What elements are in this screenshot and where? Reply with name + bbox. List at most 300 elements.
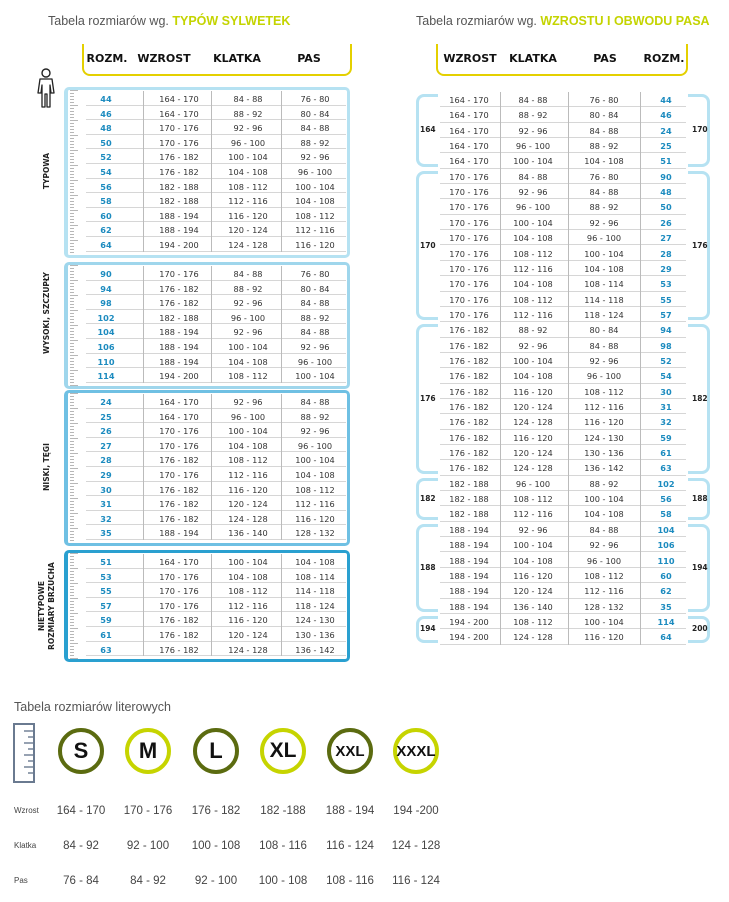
klatka-cell: 84 - 88 [518,95,548,105]
wzrost-cell: 176 - 182 [159,630,199,640]
pas-cell: 76 - 80 [589,95,619,105]
column-divider [568,92,569,645]
table-row [86,525,346,540]
right-bracket-label-4: 194 [692,562,708,572]
right-bracket-label-5: 200 [692,624,708,634]
pas-cell: 76 - 80 [589,171,619,182]
table-row [440,568,686,583]
size-cell: 32 [660,417,672,428]
size-cell: 50 [100,137,112,148]
pas-cell: 84 - 88 [300,327,330,338]
left-bracket-label-2: 176 [420,394,436,403]
table-row [86,482,346,497]
size-cell: 62 [100,225,112,236]
pas-cell: 76 - 80 [300,269,330,279]
wzrost-cell: 182 - 188 [159,181,199,192]
size-cell: 25 [660,141,672,152]
pas-cell: 104 - 108 [295,557,335,567]
size-circle-m: M [125,728,171,774]
pas-cell: 96 - 100 [297,440,333,451]
wzrost-cell: 176 - 182 [449,386,489,397]
klatka-cell: 88 - 92 [233,108,263,119]
pas-cell: 92 - 96 [589,355,619,366]
column-divider [500,92,501,645]
table-row [440,506,686,521]
size-cell: 94 [660,325,672,336]
size-cell: 25 [100,411,112,422]
klatka-cell: 116 - 120 [228,210,268,221]
table-row [440,368,686,383]
klatka-cell: 100 - 104 [228,342,268,352]
column-divider [211,394,212,540]
table-row [86,208,346,223]
size-cell: 54 [660,371,672,382]
person-icon [36,68,56,110]
wzrost-cell: 170 - 176 [449,171,489,182]
wzrost-cell: 170 - 176 [449,309,489,320]
size-cell: 30 [100,484,112,495]
klatka-cell: 100 - 104 [513,355,553,366]
pas-cell: 118 - 124 [584,309,624,320]
letter-cell: 108 - 116 [259,840,307,852]
wzrost-cell: 188 - 194 [449,524,489,535]
wzrost-cell: 170 - 176 [159,571,199,582]
ruler-icon [12,722,36,784]
size-cell: 35 [660,601,672,612]
wzrost-cell: 170 - 176 [449,217,489,228]
klatka-cell: 108 - 112 [228,586,268,597]
pas-cell: 104 - 108 [584,509,624,520]
klatka-cell: 112 - 116 [228,196,268,207]
table-row [440,353,686,368]
wzrost-cell: 170 - 176 [159,586,199,597]
klatka-cell: 92 - 96 [233,298,263,309]
klatka-cell: 100 - 104 [228,426,268,437]
letter-cell: 84 - 92 [63,840,99,852]
pas-cell: 80 - 84 [300,108,330,119]
pas-cell: 116 - 120 [584,632,624,643]
klatka-cell: 96 - 100 [230,411,266,422]
klatka-cell: 100 - 104 [228,152,268,163]
group-label-2 [42,437,52,497]
table-row [440,338,686,353]
size-cell: 35 [100,528,112,539]
wzrost-cell: 170 - 176 [449,187,489,198]
table-row [440,414,686,429]
wzrost-cell: 170 - 176 [449,233,489,244]
size-cell: 24 [660,125,672,136]
wzrost-cell: 164 - 170 [449,141,489,152]
size-cell: 52 [100,152,112,163]
right-bracket-label-3: 188 [692,493,708,503]
letter-cell: 100 - 108 [191,840,241,852]
ruler-ticks [70,265,80,386]
group-rows-3 [86,554,346,656]
table-row [440,460,686,475]
pas-cell: 88 - 92 [300,312,330,323]
table-row [440,184,686,199]
wzrost-cell: 188 - 194 [159,327,199,338]
size-cell: 52 [660,355,672,366]
table-row [440,399,686,414]
letter-row-label-2: Pas [14,876,28,885]
klatka-cell: 112 - 116 [513,509,553,520]
klatka-cell: 96 - 100 [515,141,551,152]
letter-cell: 170 - 176 [123,805,173,817]
table-row [86,467,346,482]
pas-cell: 84 - 88 [300,298,330,309]
table-row [86,179,346,194]
wzrost-cell: 194 - 200 [449,632,489,643]
pas-cell: 136 - 142 [295,644,335,655]
pas-cell: 130 - 136 [295,630,335,640]
table-row [86,324,346,339]
column-divider [211,91,212,252]
wzrost-cell: 176 - 182 [449,432,489,443]
letter-cell: 92 - 100 [126,840,170,852]
pas-cell: 130 - 136 [584,448,624,459]
left-bracket-label-4: 188 [420,562,436,572]
size-cell: 31 [100,499,112,510]
klatka-cell: 88 - 92 [518,325,548,336]
table-row [86,237,346,252]
size-cell: 44 [100,94,112,104]
pas-cell: 116 - 120 [295,240,335,250]
letter-cell: 76 - 84 [63,875,99,887]
size-cell: 98 [100,298,112,309]
pas-cell: 124 - 130 [584,432,624,443]
size-circle-l: L [193,728,239,774]
pas-cell: 88 - 92 [589,478,619,489]
size-cell: 63 [660,463,672,474]
size-cell: 56 [100,181,112,192]
wzrost-cell: 188 - 194 [159,225,199,236]
group-rows-2 [86,394,346,540]
klatka-cell: 108 - 112 [513,494,553,505]
table-row [440,322,686,337]
table-row [440,491,686,506]
size-cell: 102 [97,312,115,323]
wzrost-cell: 182 - 188 [449,478,489,489]
klatka-cell: 124 - 128 [513,632,553,643]
klatka-cell: 108 - 112 [228,181,268,192]
wzrost-cell: 182 - 188 [449,494,489,505]
size-cell: 104 [657,524,675,535]
pas-cell: 84 - 88 [300,123,330,134]
wzrost-cell: 194 - 200 [159,240,199,250]
wzrost-cell: 194 - 200 [159,371,199,382]
pas-cell: 104 - 108 [295,196,335,207]
klatka-cell: 104 - 108 [513,279,553,290]
group-label-line: TYPOWA [42,153,51,190]
right-header-klatka: KLATKA [509,52,557,65]
pas-cell: 96 - 100 [586,233,622,244]
table-row [440,276,686,291]
table-row [440,476,686,491]
size-cell: 94 [100,283,112,294]
size-circle-s: S [58,728,104,774]
klatka-cell: 136 - 140 [513,601,553,612]
wzrost-cell: 188 - 194 [449,601,489,612]
table-row [86,511,346,526]
table-row [86,354,346,369]
wzrost-cell: 176 - 182 [159,484,199,495]
column-divider [281,91,282,252]
wzrost-cell: 176 - 182 [449,371,489,382]
wzrost-cell: 170 - 176 [159,470,199,480]
size-cell: 61 [100,630,112,640]
klatka-cell: 104 - 108 [228,571,268,582]
klatka-cell: 112 - 116 [513,309,553,320]
table-row [86,222,346,237]
table-row [86,452,346,467]
size-cell: 106 [97,342,115,352]
wzrost-cell: 164 - 170 [449,156,489,167]
column-divider [143,394,144,540]
klatka-cell: 124 - 128 [228,644,268,655]
pas-cell: 96 - 100 [586,371,622,382]
pas-cell: 116 - 120 [584,417,624,428]
group-label-line: NISKI, TĘGI [42,443,51,491]
table-row [86,627,346,642]
wzrost-cell: 188 - 194 [449,555,489,566]
table-row [440,599,686,614]
klatka-cell: 112 - 116 [513,263,553,274]
wzrost-cell: 164 - 170 [159,94,199,104]
size-cell: 57 [660,309,672,320]
table-row [440,230,686,245]
table-row [440,246,686,261]
table-row [86,266,346,281]
klatka-cell: 120 - 124 [228,499,268,510]
table-row [440,261,686,276]
wzrost-cell: 164 - 170 [159,411,199,422]
pas-cell: 104 - 108 [584,156,624,167]
size-cell: 27 [100,440,112,451]
wzrost-cell: 170 - 176 [159,426,199,437]
letter-cell: 194 -200 [393,805,439,817]
wzrost-cell: 176 - 182 [159,298,199,309]
table-row [86,339,346,354]
wzrost-cell: 164 - 170 [449,110,489,121]
table-row [86,423,346,438]
wzrost-cell: 164 - 170 [159,108,199,119]
pas-cell: 112 - 116 [584,402,624,412]
column-divider [143,91,144,252]
size-cell: 28 [100,455,112,466]
size-cell: 104 [97,327,115,338]
pas-cell: 112 - 116 [584,586,624,597]
pas-cell: 112 - 116 [295,225,335,236]
pas-cell: 100 - 104 [295,455,335,466]
size-cell: 26 [660,217,672,228]
table-row [86,164,346,179]
size-cell: 29 [660,263,672,274]
klatka-cell: 92 - 96 [518,125,548,136]
klatka-cell: 108 - 112 [228,371,268,382]
left-title: Tabela rozmiarów wg. TYPÓW SYLWETEK [48,14,291,28]
letter-row-label-1: Klatka [14,841,37,850]
pas-cell: 92 - 96 [300,426,330,437]
wzrost-cell: 188 - 194 [449,570,489,581]
wzrost-cell: 182 - 188 [159,312,199,323]
size-circle-xl: XL [260,728,306,774]
klatka-cell: 92 - 96 [518,187,548,198]
wzrost-cell: 176 - 182 [449,355,489,366]
wzrost-cell: 176 - 182 [449,325,489,336]
table-row [440,537,686,552]
klatka-cell: 104 - 108 [513,233,553,244]
size-cell: 58 [100,196,112,207]
right-header-wzrost: WZROST [443,52,497,65]
wzrost-cell: 164 - 170 [159,397,199,407]
size-circle-xxl: XXL [327,728,373,774]
size-cell: 98 [660,340,672,351]
wzrost-cell: 176 - 182 [159,167,199,177]
table-row [440,215,686,230]
klatka-cell: 84 - 88 [518,171,548,182]
pas-cell: 84 - 88 [589,524,619,535]
size-cell: 51 [100,557,112,567]
table-row [86,135,346,150]
pas-cell: 76 - 80 [300,94,330,104]
size-cell: 58 [660,509,672,520]
size-cell: 46 [660,110,672,121]
size-cell: 32 [100,513,112,524]
letter-cell: 92 - 100 [194,875,238,887]
size-cell: 57 [100,600,112,611]
klatka-cell: 112 - 116 [228,600,268,611]
klatka-cell: 92 - 96 [233,397,263,407]
size-cell: 114 [97,371,115,382]
pas-cell: 108 - 114 [295,571,335,582]
klatka-cell: 120 - 124 [513,586,553,597]
letter-cell: 116 - 124 [326,840,374,852]
left-bracket-label-1: 170 [420,240,436,250]
size-circle-xxxl: XXXL [393,728,439,774]
table-row [440,92,686,107]
letter-cell: 116 - 124 [392,875,440,887]
left-header-pas: PAS [297,52,321,65]
klatka-cell: 124 - 128 [228,513,268,524]
klatka-cell: 92 - 96 [518,340,548,351]
column-divider [640,92,641,645]
table-row [86,642,346,657]
letter-cell: 124 - 128 [391,840,441,852]
pas-cell: 84 - 88 [589,340,619,351]
right-header-pas: PAS [593,52,617,65]
left-header-wzrost: WZROST [137,52,191,65]
size-cell: 53 [100,571,112,582]
table-row [440,522,686,537]
table-row [440,199,686,214]
column-divider [281,394,282,540]
klatka-cell: 136 - 140 [228,528,268,539]
pas-cell: 116 - 120 [295,513,335,524]
letter-cell: 108 - 116 [326,875,374,887]
wzrost-cell: 188 - 194 [159,342,199,352]
size-cell: 30 [660,386,672,397]
column-divider [143,266,144,383]
table-row [440,553,686,568]
size-cell: 106 [657,540,675,551]
group-label-line: NIETYPOWE [37,581,46,632]
letter-cell: 84 - 92 [130,875,166,887]
klatka-cell: 124 - 128 [513,463,553,474]
size-cell: 48 [100,123,112,134]
table-row [86,295,346,310]
left-header-rozm: ROZM. [86,52,128,65]
ruler-ticks [70,90,80,255]
size-cell: 55 [100,586,112,597]
right-bracket-label-2: 182 [692,394,708,403]
wzrost-cell: 170 - 176 [159,269,199,279]
size-cell: 54 [100,167,112,177]
pas-cell: 114 - 118 [584,294,624,305]
table-row [440,583,686,598]
letter-cell: 188 - 194 [325,805,375,817]
size-cell: 28 [660,248,672,259]
pas-cell: 136 - 142 [584,463,624,474]
pas-cell: 100 - 104 [584,494,624,505]
pas-cell: 96 - 100 [297,167,333,177]
size-cell: 90 [100,269,112,279]
size-cell: 59 [660,432,672,443]
size-cell: 62 [660,586,672,597]
table-row [440,153,686,168]
wzrost-cell: 188 - 194 [159,210,199,221]
table-row [440,107,686,122]
group-rows-1 [86,266,346,383]
table-row [86,91,346,106]
pas-cell: 100 - 104 [295,181,335,192]
table-row [86,368,346,383]
group-label-line: WYSOKI, SZCZUPŁY [42,272,51,355]
group-label-line: ROZMIARY BRZUCHA [47,562,56,650]
size-cell: 31 [660,402,672,412]
ruler-ticks [70,553,80,659]
pas-cell: 88 - 92 [300,411,330,422]
wzrost-cell: 170 - 176 [449,248,489,259]
size-cell: 102 [657,478,675,489]
klatka-cell: 88 - 92 [518,110,548,121]
size-cell: 50 [660,202,672,213]
pas-cell: 88 - 92 [589,141,619,152]
right-title: Tabela rozmiarów wg. WZROSTU I OBWODU PASA [416,14,710,28]
wzrost-cell: 164 - 170 [449,125,489,136]
table-row [86,394,346,409]
wzrost-cell: 188 - 194 [449,540,489,551]
wzrost-cell: 176 - 182 [449,340,489,351]
klatka-cell: 116 - 120 [228,615,268,626]
pas-cell: 96 - 100 [586,555,622,566]
table-row [440,123,686,138]
column-divider [281,266,282,383]
wzrost-cell: 176 - 182 [159,455,199,466]
wzrost-cell: 176 - 182 [159,615,199,626]
wzrost-cell: 188 - 194 [159,356,199,367]
pas-cell: 114 - 118 [295,586,335,597]
table-row [86,149,346,164]
klatka-cell: 124 - 128 [513,417,553,428]
klatka-cell: 108 - 112 [513,248,553,259]
table-row [440,430,686,445]
wzrost-cell: 176 - 182 [159,499,199,510]
letter-cell: 182 -188 [260,805,306,817]
size-cell: 55 [660,294,672,305]
wzrost-cell: 170 - 176 [449,294,489,305]
table-row [440,629,686,644]
